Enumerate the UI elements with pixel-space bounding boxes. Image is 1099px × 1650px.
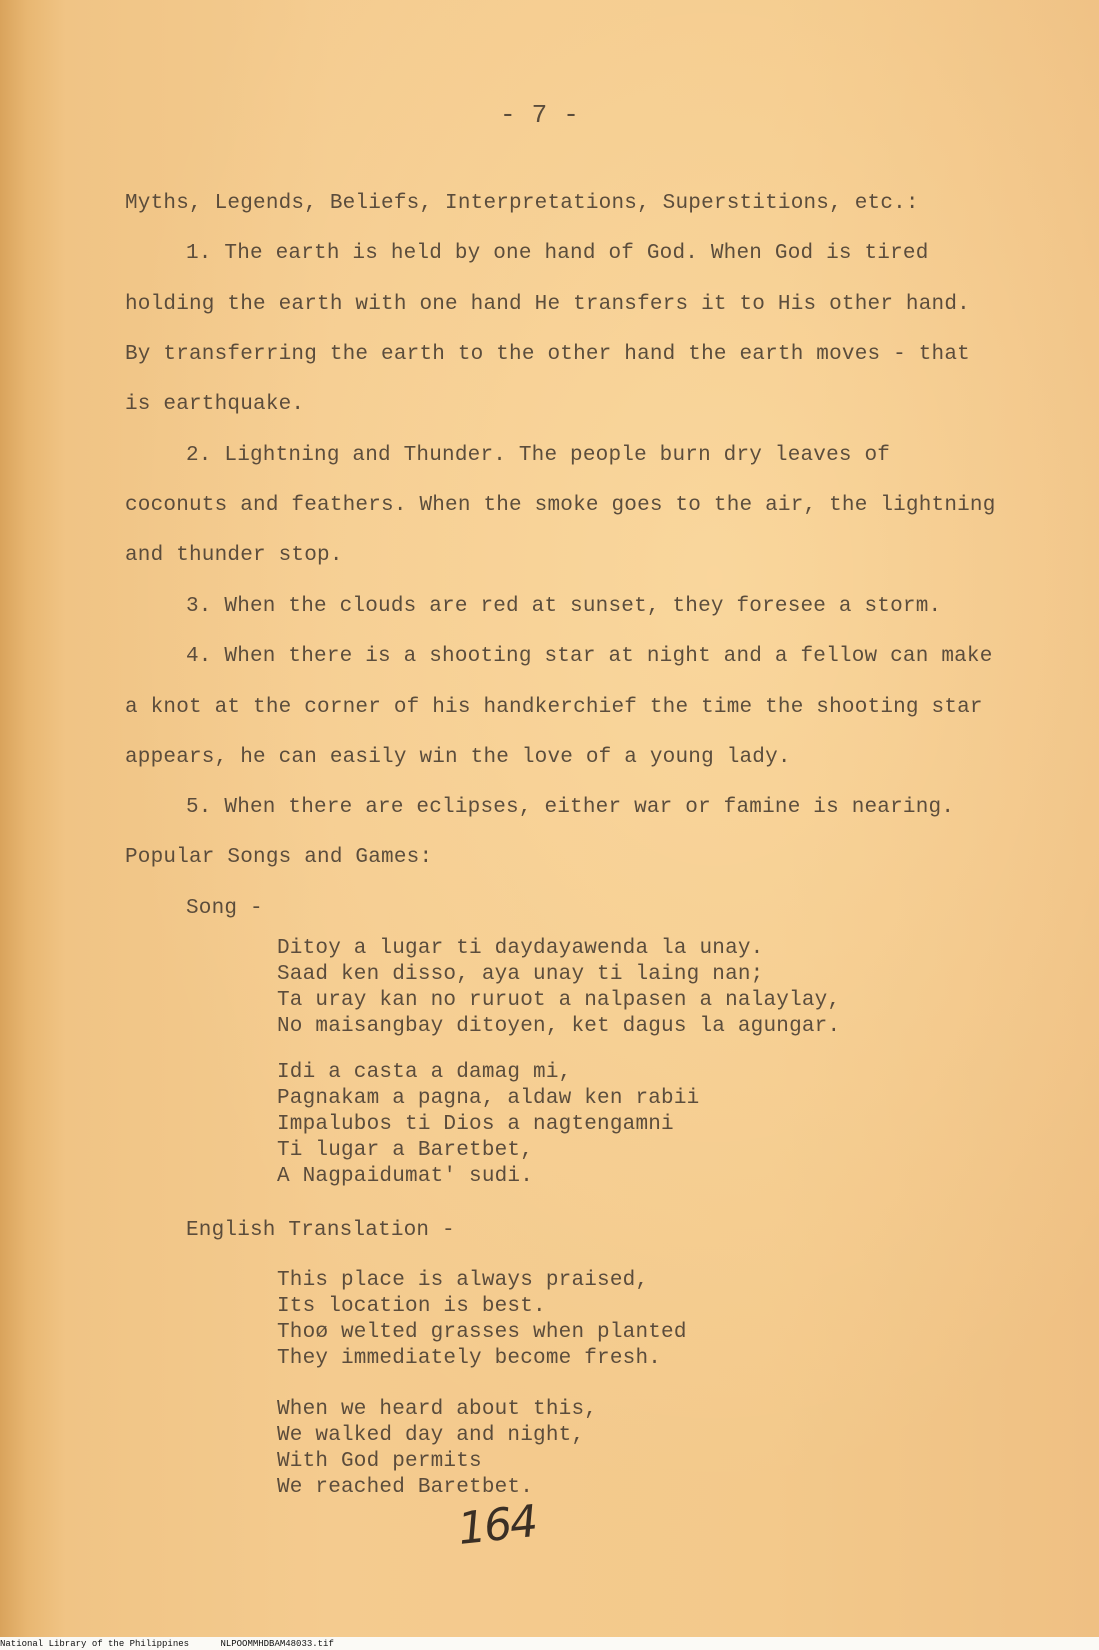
verse-line: No maisangbay ditoyen, ket dagus la agungar.: [277, 1015, 841, 1038]
page-number: - 7 -: [500, 100, 580, 130]
verse-line: A Nagpaidumat' sudi.: [277, 1165, 534, 1188]
handwritten-page-number: 164: [455, 1496, 539, 1555]
verse-line: Ti lugar a Baretbet,: [277, 1139, 534, 1162]
verse-line: Ditoy a lugar ti daydayawenda la unay.: [277, 937, 764, 960]
myth-1-line-3: By transferring the earth to the other hand the earth moves - that: [125, 343, 970, 366]
myth-2-line-1: 2. Lightning and Thunder. The people burn dry leaves of: [186, 444, 891, 467]
song-stanza-2: [277, 1060, 699, 1190]
verse-line: With God permits: [277, 1450, 482, 1473]
translation-stanza-1: [277, 1268, 687, 1372]
song-label: Song -: [186, 897, 263, 920]
myth-3-line-1: 3. When the clouds are red at sunset, they foresee a storm.: [186, 595, 942, 618]
myth-5-line-1: 5. When there are eclipses, either war or famine is nearing.: [186, 796, 955, 819]
myth-4-line-3: appears, he can easily win the love of a young lady.: [125, 746, 791, 769]
translation-stanza-2: [277, 1397, 597, 1501]
footer-text: [0, 1639, 360, 1649]
myth-1-line-4: is earthquake.: [125, 393, 305, 416]
myth-2-line-2: coconuts and feathers. When the smoke goes to the air, the lightning: [125, 494, 996, 517]
verse-line: We walked day and night,: [277, 1424, 585, 1447]
verse-line: Ta uray kan no ruruot a nalpasen a nalaylay,: [277, 989, 841, 1012]
verse-line: Thoø welted grasses when planted: [277, 1321, 687, 1344]
verse-line: When we heard about this,: [277, 1398, 598, 1421]
myth-1-line-2: holding the earth with one hand He transfers it to His other hand.: [125, 293, 970, 316]
myth-2-line-3: and thunder stop.: [125, 544, 343, 567]
verse-line: This place is always praised,: [277, 1269, 649, 1292]
myth-4-line-2: a knot at the corner of his handkerchief the time the shooting star: [125, 696, 983, 719]
verse-line: They immediately become fresh.: [277, 1347, 662, 1370]
footer-library: National Library of the Philippines: [0, 1639, 190, 1649]
verse-line: We reached Baretbet.: [277, 1476, 534, 1499]
verse-line: Pagnakam a pagna, aldaw ken rabii: [277, 1087, 700, 1110]
myth-1-line-1: 1. The earth is held by one hand of God. When God is tired: [186, 242, 929, 265]
myth-4-line-1: 4. When there is a shooting star at night and a fellow can make: [186, 645, 993, 668]
footer-filename: NLPOOMMHDBAM48033.tif: [220, 1639, 334, 1649]
section-heading: Myths, Legends, Beliefs, Interpretations, Superstitions, etc.:: [125, 192, 919, 215]
verse-line: Its location is best.: [277, 1295, 546, 1318]
verse-line: Saad ken disso, aya unay ti laing nan;: [277, 963, 764, 986]
song-stanza-1: [277, 936, 840, 1040]
verse-line: Idi a casta a damag mi,: [277, 1061, 572, 1084]
footer-bar: [0, 1637, 1099, 1650]
translation-label: English Translation -: [186, 1219, 455, 1242]
songs-heading: Popular Songs and Games:: [125, 846, 433, 869]
verse-line: Impalubos ti Dios a nagtengamni: [277, 1113, 674, 1136]
